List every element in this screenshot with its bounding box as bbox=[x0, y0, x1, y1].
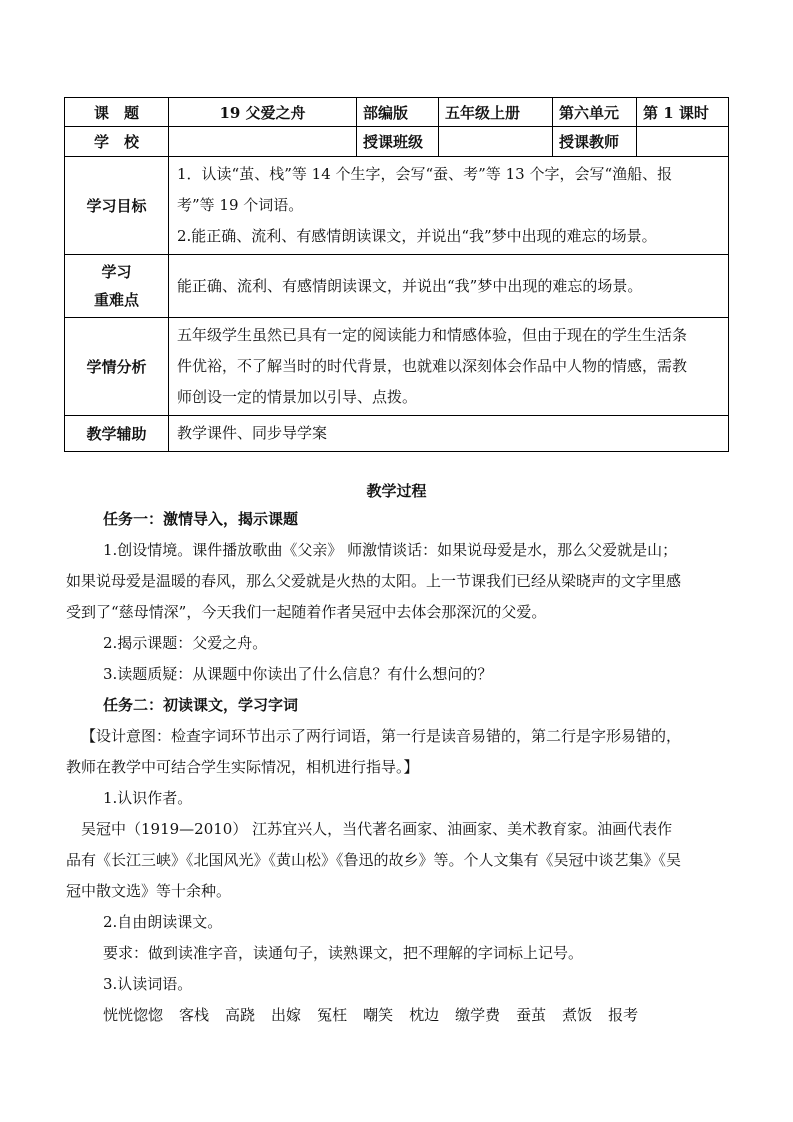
goals-line-2: 考”等 19 个词语。 bbox=[177, 196, 304, 214]
word-item: 冤枉 bbox=[317, 1006, 348, 1024]
lesson-info-table bbox=[64, 97, 729, 452]
teacher-label: 授课教师 bbox=[553, 127, 637, 157]
paragraph-1a bbox=[103, 535, 729, 566]
lesson-label: 课 题 bbox=[65, 98, 169, 127]
word-list bbox=[103, 1000, 729, 1031]
teaching-process bbox=[66, 504, 729, 1031]
key-points-label bbox=[65, 255, 169, 318]
school-label: 学 校 bbox=[65, 127, 169, 157]
author-intro-b: 品有《长江三峡》《北国风光》《黄山松》《鲁迅的故乡》等。个人文集有《吴冠中谈艺集》《吴 bbox=[66, 851, 682, 869]
word-item: 枕边 bbox=[409, 1006, 440, 1024]
paragraph-3: 3.读题质疑：从课题中你读出了什么信息？有什么想问的？ bbox=[103, 665, 493, 683]
key-points-label-1: 学习 bbox=[101, 263, 132, 281]
goals-content bbox=[169, 157, 729, 255]
word-item: 恍恍惚惚 bbox=[103, 1006, 164, 1024]
class-label: 授课班级 bbox=[357, 127, 439, 157]
analysis-line-2: 件优裕，不了解当时的时代背景，也就难以深刻体会作品中人物的情感，需教 bbox=[177, 357, 688, 375]
teacher-value bbox=[637, 127, 729, 157]
aids-label: 教学辅助 bbox=[65, 416, 169, 452]
paragraph-1b: 如果说母爱是温暖的春风，那么父爱就是火热的太阳。上一节课我们已经从梁晓声的文字里感 bbox=[66, 572, 682, 590]
goals-line-1: 1．认读“茧、栈”等 14 个生字，会写“蚕、考”等 13 个字，会写“渔船、报 bbox=[177, 165, 673, 183]
section-title: 教学过程 bbox=[366, 482, 427, 500]
key-points-label-2: 重难点 bbox=[93, 291, 139, 309]
task-2-heading: 任务二：初读课文，学习字词 bbox=[103, 696, 299, 714]
table-row-analysis bbox=[65, 318, 729, 416]
word-item: 蚕茧 bbox=[516, 1006, 547, 1024]
lesson-title: 19 父爱之舟 bbox=[169, 98, 357, 127]
analysis-line-1: 五年级学生虽然已具有一定的阅读能力和情感体验，但由于现在的学生生活条 bbox=[177, 326, 688, 344]
requirement: 要求：做到读准字音，读通句子，读熟课文，把不理解的字词标上记号。 bbox=[103, 944, 584, 962]
analysis-line-3: 师创设一定的情景加以引导、点拨。 bbox=[177, 388, 418, 406]
word-item: 嘲笑 bbox=[363, 1006, 394, 1024]
table-row-key-points bbox=[65, 255, 729, 318]
table-row-goals bbox=[65, 157, 729, 255]
goals-label: 学习目标 bbox=[65, 157, 169, 255]
word-item: 报考 bbox=[608, 1006, 639, 1024]
class-value bbox=[439, 127, 553, 157]
step-2: 2.自由朗读课文。 bbox=[103, 913, 223, 931]
design-intent-b: 教师在教学中可结合学生实际情况，相机进行指导。】 bbox=[66, 758, 419, 776]
edition: 部编版 bbox=[357, 98, 439, 127]
step-3: 3.认读词语。 bbox=[103, 975, 193, 993]
word-item: 煮饭 bbox=[562, 1006, 593, 1024]
word-item: 缴学费 bbox=[455, 1006, 501, 1024]
paragraph-1c: 受到了“慈母情深”，今天我们一起随着作者吴冠中去体会那深沉的父爱。 bbox=[66, 603, 547, 621]
grade: 五年级上册 bbox=[439, 98, 553, 127]
author-intro-a: 吴冠中（1919—2010） 江苏宜兴人，当代著名画家、油画家、美术教育家。油画代表作 bbox=[81, 820, 673, 838]
author-intro-c: 冠中散文选》等十余种。 bbox=[66, 882, 232, 900]
unit: 第六单元 bbox=[553, 98, 637, 127]
table-row-lesson bbox=[65, 98, 729, 127]
word-item: 出嫁 bbox=[271, 1006, 302, 1024]
design-intent-a: 【设计意图：检查字词环节出示了两行词语，第一行是读音易错的，第二行是字形易错的， bbox=[81, 727, 682, 745]
goals-line-3: 2.能正确、流利、有感情朗读课文，并说出“我”梦中出现的难忘的场景。 bbox=[177, 227, 657, 245]
analysis-content bbox=[169, 318, 729, 416]
step-1: 1.认识作者。 bbox=[103, 789, 193, 807]
paragraph-1a-text: 1.创设情境。课件播放歌曲《父亲》 师激情谈话：如果说母爱是水，那么父爱就是山； bbox=[103, 541, 678, 559]
analysis-label: 学情分析 bbox=[65, 318, 169, 416]
key-points-content: 能正确、流利、有感情朗读课文，并说出“我”梦中出现的难忘的场景。 bbox=[169, 255, 729, 318]
paragraph-2: 2.揭示课题：父爱之舟。 bbox=[103, 634, 268, 652]
period: 第 1 课时 bbox=[637, 98, 729, 127]
table-row-aids bbox=[65, 416, 729, 452]
task-1-heading: 任务一：激情导入，揭示课题 bbox=[103, 510, 299, 528]
table-row-school bbox=[65, 127, 729, 157]
aids-content: 教学课件、同步导学案 bbox=[169, 416, 729, 452]
word-item: 客栈 bbox=[179, 1006, 210, 1024]
school-value bbox=[169, 127, 357, 157]
word-item: 高跷 bbox=[225, 1006, 256, 1024]
